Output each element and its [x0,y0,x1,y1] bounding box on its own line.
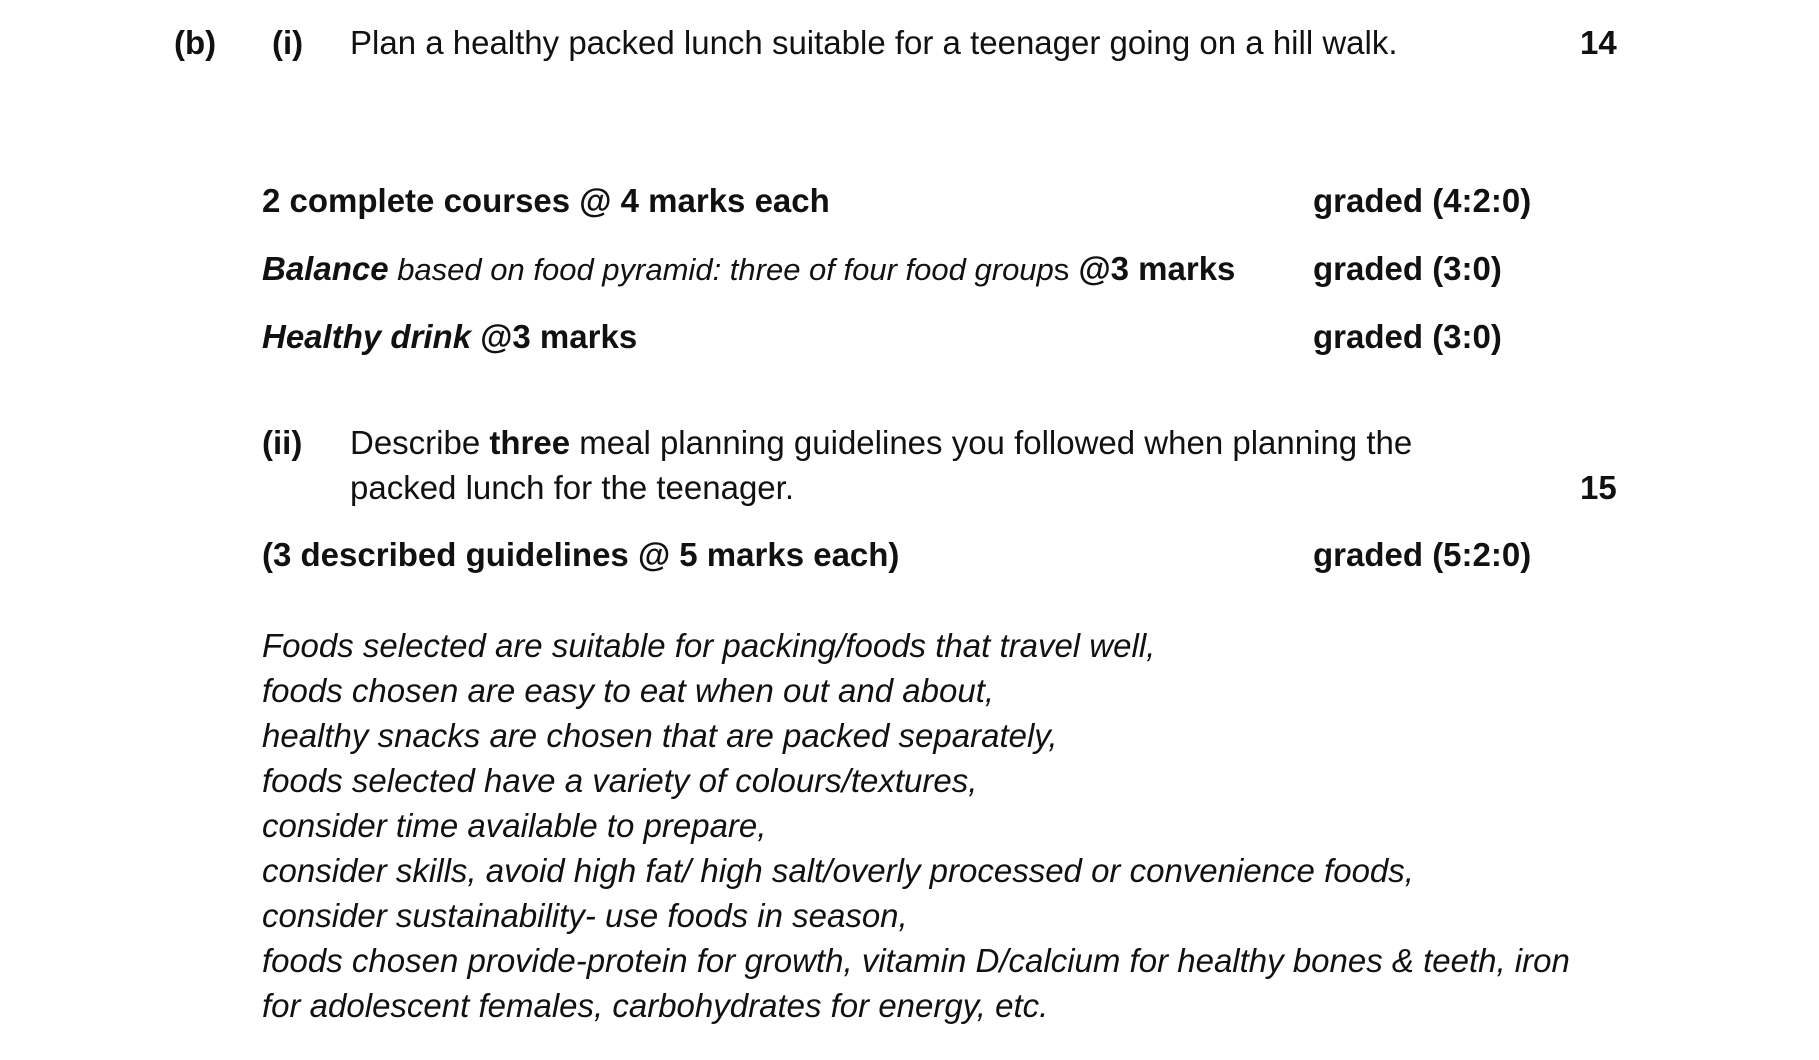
balance-description: based on food pyramid: three of four food group [388,252,1054,287]
balance-term: Balance [262,250,389,287]
scheme-i-balance-grade: graded (3:0) [1313,250,1502,287]
sub-question-ii-text-line2: packed lunch for the teenager. [350,469,794,506]
answer-line-8: foods chosen provide-protein for growth, vitamin D/calcium for healthy bones & teeth, iron [262,942,1570,979]
sub-question-ii-marks: 15 [1580,469,1617,506]
part-label: (b) [174,24,217,61]
scheme-i-balance [262,250,1235,288]
answer-line-2: foods chosen are easy to eat when out and about, [262,672,995,709]
scheme-i-drink-grade: graded (3:0) [1313,318,1502,355]
answer-line-3: healthy snacks are chosen that are packed separately, [262,717,1058,754]
sub-question-i-label: (i) [272,24,304,61]
drink-marks: @3 marks [471,318,638,355]
answer-line-9: for adolescent females, carbohydrates for energy, etc. [262,987,1049,1024]
sub-question-ii-text-before: Describe [350,424,490,461]
drink-term: Healthy drink [262,318,472,355]
sub-question-i-marks: 14 [1580,24,1617,61]
sub-question-ii-text-after: meal planning guidelines you followed when planning the [570,424,1413,461]
scheme-i-courses: 2 complete courses @ 4 marks each [262,182,830,219]
answer-line-7: consider sustainability- use foods in season, [262,897,908,934]
balance-description-tail: s [1053,252,1070,287]
scheme-ii-guidelines: (3 described guidelines @ 5 marks each) [262,536,900,573]
answer-line-4: foods selected have a variety of colours/textures, [262,762,978,799]
scheme-i-drink [262,318,637,356]
scheme-ii-grade: graded (5:2:0) [1313,536,1532,573]
answer-line-5: consider time available to prepare, [262,807,767,844]
answer-line-1: Foods selected are suitable for packing/foods that travel well, [262,627,1156,664]
sub-question-i-text: Plan a healthy packed lunch suitable for a teenager going on a hill walk. [350,24,1398,61]
sub-question-ii-label: (ii) [262,424,303,461]
scheme-i-courses-grade: graded (4:2:0) [1313,182,1532,219]
balance-marks: @3 marks [1069,250,1236,287]
answer-line-6: consider skills, avoid high fat/ high salt/overly processed or convenience foods, [262,852,1414,889]
sub-question-ii-text-bold: three [489,424,571,461]
sub-question-ii-text-line1 [350,424,1412,462]
